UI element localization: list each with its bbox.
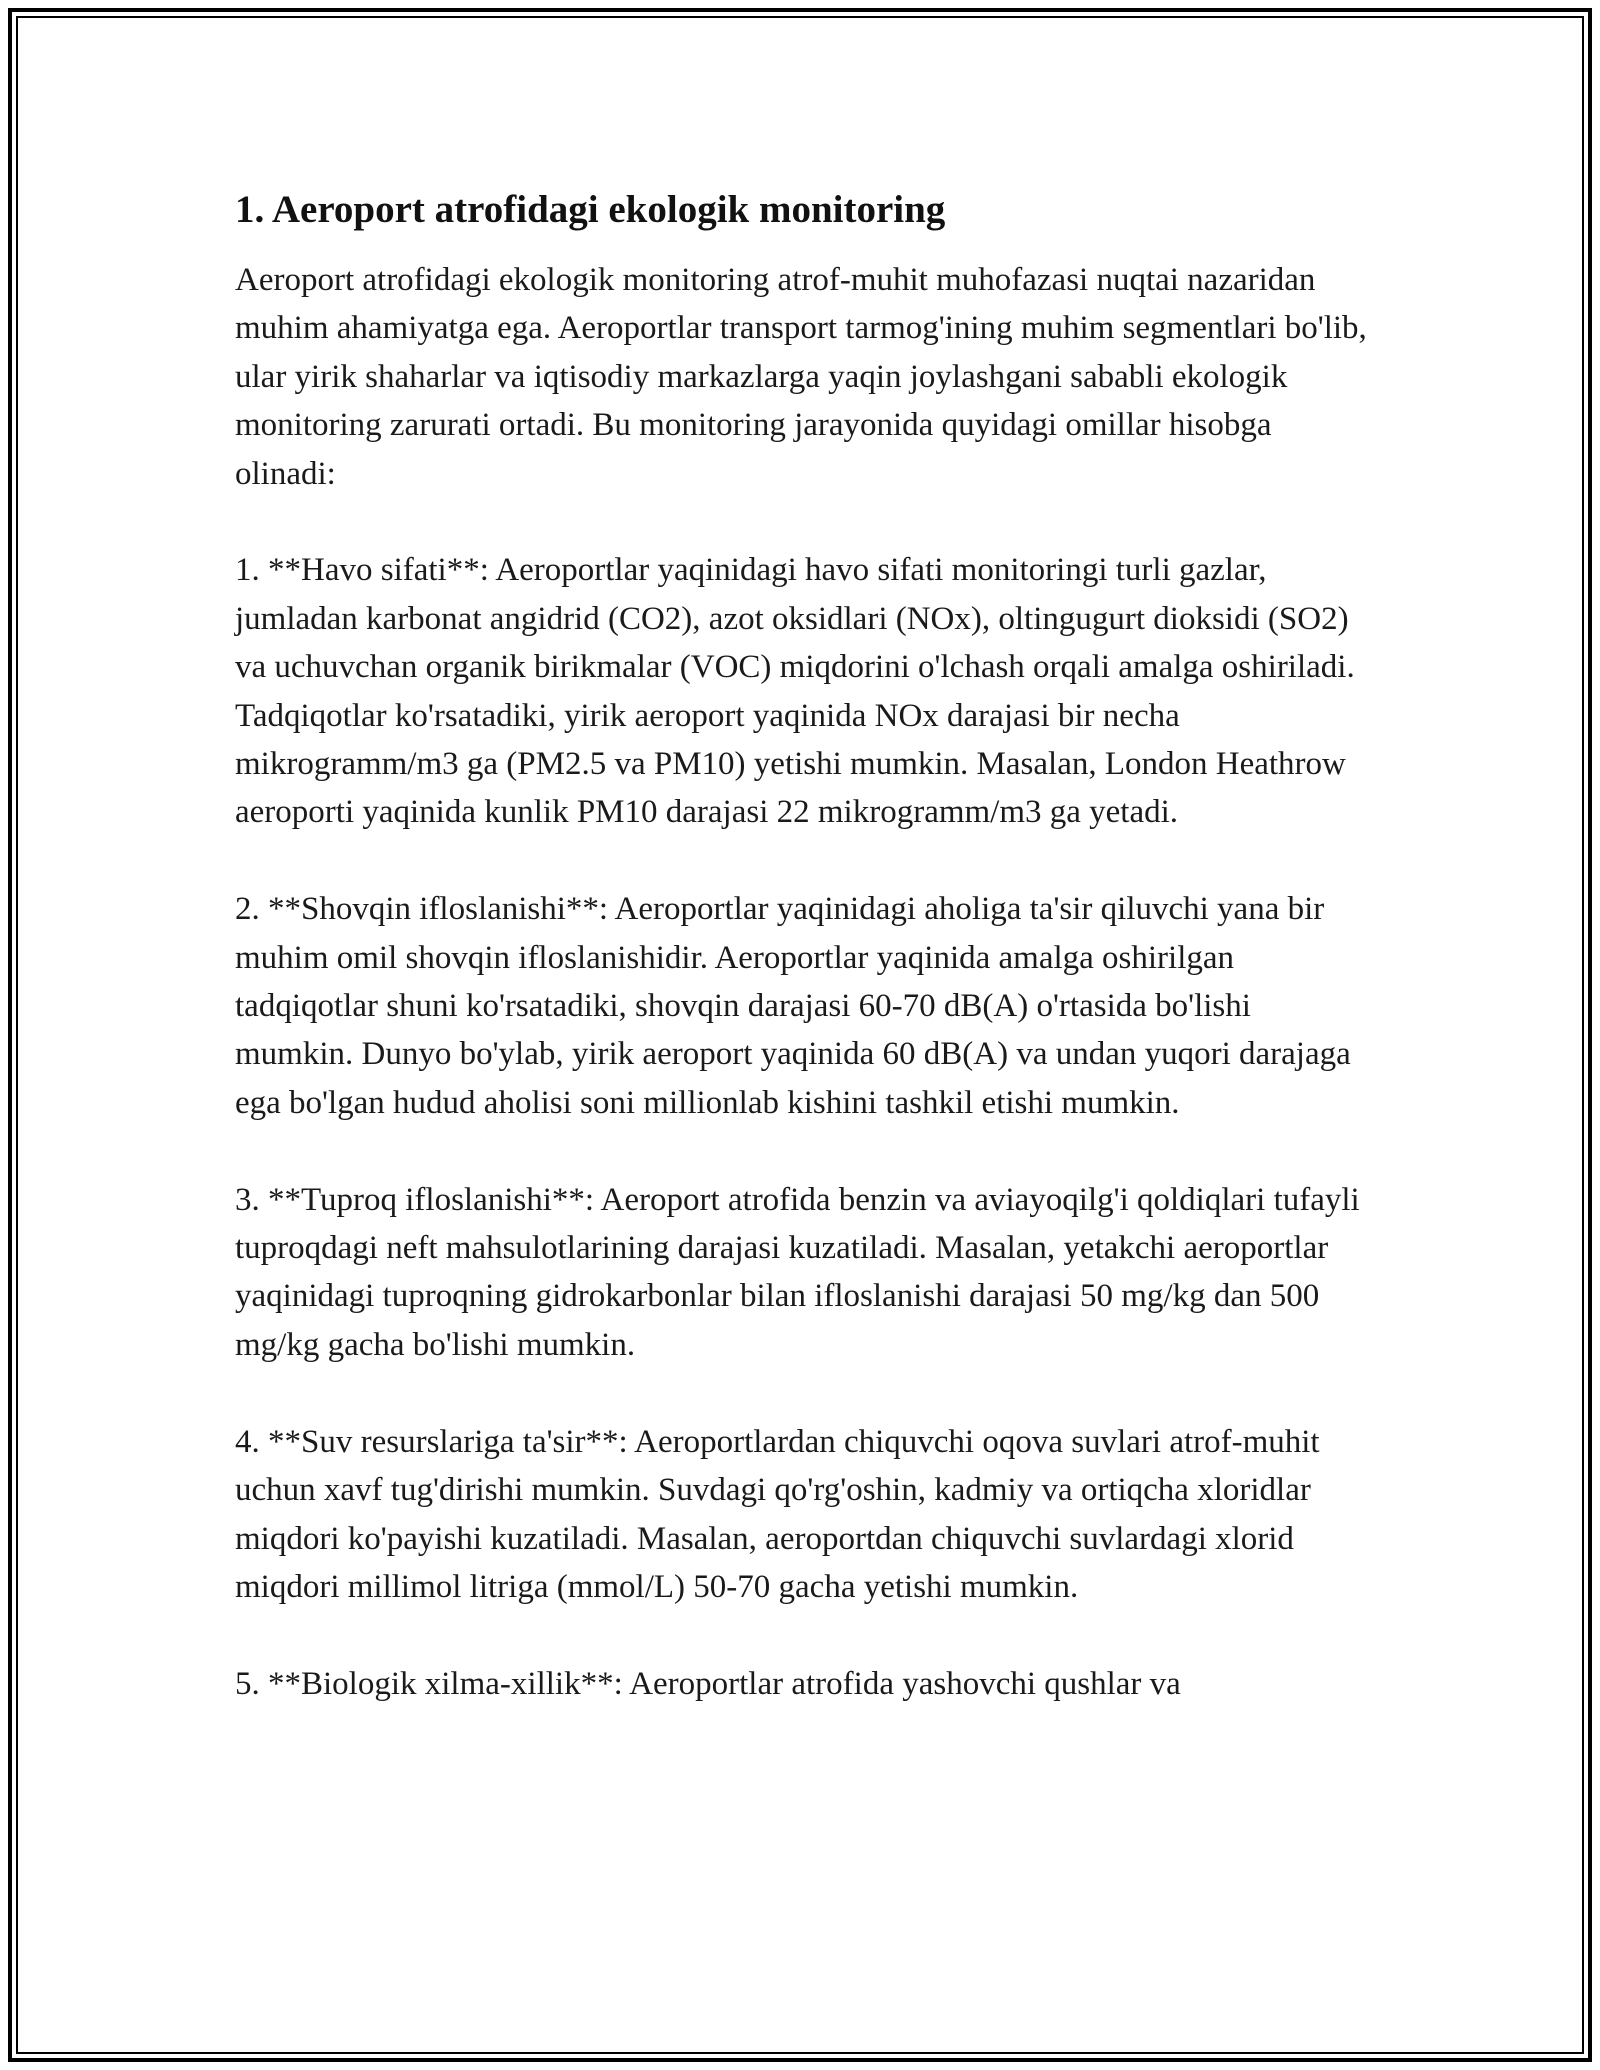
paragraph-soil-pollution: 3. **Tuproq ifloslanishi**: Aeroport atrofida benzin va aviayoqilg'i qoldiqlari tufayli tuproqdagi neft mahsulotlarining darajasi kuzatiladi. Masalan, yetakchi aeroportlar yaqinidagi tuproqning gidrokarbonlar bilan ifloslanishi darajasi 50 mg/kg dan 500 mg/kg gacha bo'lishi mumkin. — [235, 1181, 1360, 1363]
intro-paragraph: Aeroport atrofidagi ekologik monitoring atrof-muhit muhofazasi nuqtai nazaridan muhim ahamiyatga ega. Aeroportlar transport tarmog'ining muhim segmentlari bo'lib, ular yirik shaharlar va iqtisodiy markazlarga yaqin joylashgani sababli ekologik monitoring zarurati ortadi. Bu monitoring jarayonida quyidagi omillar hisobga olinadi: — [235, 262, 1367, 492]
section-heading: 1. Aeroport atrofidagi ekologik monitoring — [235, 188, 946, 231]
paragraph-air-quality: 1. **Havo sifati**: Aeroportlar yaqinidagi havo sifati monitoringi turli gazlar, jumladan karbonat angidrid (CO2), azot oksidlari (NOx), oltingugurt dioksidi (SO2) va uchuvchan organik birikmalar (VOC) miqdorini o'lchash orqali amalga oshiriladi. Tadqiqotlar ko'rsatadiki, yirik aeroport yaqinida NOx darajasi bir necha mikrogramm/m3 ga (PM2.5 va PM10) yetishi mumkin. Masalan, London Heathrow aeroporti yaqinida kunlik PM10 darajasi 22 mikrogramm/m3 ga yetadi. — [235, 552, 1355, 831]
paragraph-noise-pollution: 2. **Shovqin ifloslanishi**: Aeroportlar yaqinidagi aholiga ta'sir qiluvchi yana bir muhim omil shovqin ifloslanishidir. Aeroportlar yaqinida amalga oshirilgan tadqiqotlar shuni ko'rsatadiki, shovqin darajasi 60-70 dB(A) o'rtasida bo'lishi mumkin. Dunyo bo'ylab, yirik aeroport yaqinida 60 dB(A) va undan yuqori darajaga ega bo'lgan hudud aholisi soni millionlab kishini tashkil etishi mumkin. — [235, 891, 1351, 1121]
paragraph-water-resources: 4. **Suv resurslariga ta'sir**: Aeroportlardan chiquvchi oqova suvlari atrof-muhit uchun xavf tug'dirishi mumkin. Suvdagi qo'rg'oshin, kadmiy va ortiqcha xloridlar miqdori ko'payishi kuzatiladi. Masalan, aeroportdan chiquvchi suvlardagi xlorid miqdori millimol litriga (mmol/L) 50-70 gacha yetishi mumkin. — [235, 1423, 1320, 1605]
document-body — [235, 186, 1375, 1708]
paragraph-biodiversity: 5. **Biologik xilma-xillik**: Aeroportlar atrofida yashovchi qushlar va — [235, 1665, 1181, 1702]
